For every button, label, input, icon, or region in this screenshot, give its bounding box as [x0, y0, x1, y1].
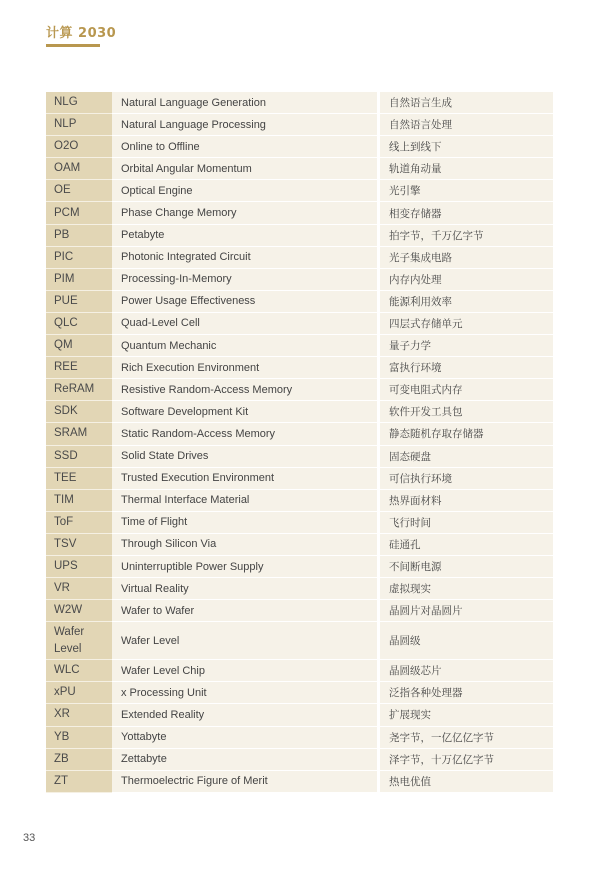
chinese-term-cell: 静态随机存取存储器 — [380, 423, 553, 445]
abbreviation-cell: OAM — [46, 158, 112, 180]
chinese-term-cell: 晶圆级 — [380, 622, 553, 660]
chinese-term-cell: 泛指各种处理器 — [380, 682, 553, 704]
table-row — [46, 600, 553, 622]
table-row — [46, 202, 553, 224]
english-term-cell: Wafer to Wafer — [112, 600, 377, 622]
table-row — [46, 291, 553, 313]
abbreviation-cell: QLC — [46, 313, 112, 335]
english-term-cell: Petabyte — [112, 225, 377, 247]
abbreviation-cell: NLG — [46, 92, 112, 114]
table-row — [46, 423, 553, 445]
chinese-term-cell: 量子力学 — [380, 335, 553, 357]
table-row — [46, 401, 553, 423]
table-row — [46, 269, 553, 291]
table-row — [46, 727, 553, 749]
abbreviation-cell: YB — [46, 727, 112, 749]
chinese-term-cell: 晶圆片对晶圆片 — [380, 600, 553, 622]
abbreviation-cell: SRAM — [46, 423, 112, 445]
chinese-term-cell: 扩展现实 — [380, 704, 553, 726]
chinese-term-cell: 虚拟现实 — [380, 578, 553, 600]
table-row — [46, 136, 553, 158]
abbreviation-cell: ReRAM — [46, 379, 112, 401]
chinese-term-cell: 飞行时间 — [380, 512, 553, 534]
chinese-term-cell: 可信执行环境 — [380, 468, 553, 490]
chinese-term-cell: 可变电阻式内存 — [380, 379, 553, 401]
abbreviation-cell: xPU — [46, 682, 112, 704]
english-term-cell: Thermoelectric Figure of Merit — [112, 771, 377, 793]
english-term-cell: Quad-Level Cell — [112, 313, 377, 335]
table-row — [46, 771, 553, 793]
table-row — [46, 114, 553, 136]
abbreviation-cell: VR — [46, 578, 112, 600]
english-term-cell: Power Usage Effectiveness — [112, 291, 377, 313]
english-term-cell: Online to Offline — [112, 136, 377, 158]
english-term-cell: Trusted Execution Environment — [112, 468, 377, 490]
abbreviation-cell: TIM — [46, 490, 112, 512]
table-row — [46, 158, 553, 180]
chinese-term-cell: 轨道角动量 — [380, 158, 553, 180]
chinese-term-cell: 相变存储器 — [380, 202, 553, 224]
table-row — [46, 357, 553, 379]
abbreviation-cell: TEE — [46, 468, 112, 490]
chinese-term-cell: 不间断电源 — [380, 556, 553, 578]
chinese-term-cell: 富执行环境 — [380, 357, 553, 379]
english-term-cell: Processing-In-Memory — [112, 269, 377, 291]
abbreviation-cell: ZT — [46, 771, 112, 793]
english-term-cell: Wafer Level — [112, 622, 377, 660]
chinese-term-cell: 拍字节，千万亿字节 — [380, 225, 553, 247]
abbreviation-cell: XR — [46, 704, 112, 726]
english-term-cell: Natural Language Generation — [112, 92, 377, 114]
abbreviation-cell: PIM — [46, 269, 112, 291]
chinese-term-cell: 自然语言处理 — [380, 114, 553, 136]
header-title: 计算 2030 — [46, 26, 117, 41]
english-term-cell: Extended Reality — [112, 704, 377, 726]
table-row — [46, 556, 553, 578]
english-term-cell: Optical Engine — [112, 180, 377, 202]
chinese-term-cell: 泽字节，十万亿亿字节 — [380, 749, 553, 771]
abbreviation-cell: QM — [46, 335, 112, 357]
abbreviation-cell: PUE — [46, 291, 112, 313]
table-row — [46, 468, 553, 490]
chinese-term-cell: 软件开发工具包 — [380, 401, 553, 423]
english-term-cell: Orbital Angular Momentum — [112, 158, 377, 180]
glossary-table — [46, 92, 553, 793]
page-number: 33 — [23, 832, 36, 844]
table-row — [46, 534, 553, 556]
table-row — [46, 247, 553, 269]
chinese-term-cell: 硅通孔 — [380, 534, 553, 556]
header-underline — [46, 44, 100, 47]
table-row — [46, 446, 553, 468]
table-row — [46, 180, 553, 202]
abbreviation-cell: SSD — [46, 446, 112, 468]
abbreviation-cell: UPS — [46, 556, 112, 578]
english-term-cell: Photonic Integrated Circuit — [112, 247, 377, 269]
english-term-cell: Thermal Interface Material — [112, 490, 377, 512]
english-term-cell: Through Silicon Via — [112, 534, 377, 556]
english-term-cell: Uninterruptible Power Supply — [112, 556, 377, 578]
table-row — [46, 92, 553, 114]
chinese-term-cell: 能源利用效率 — [380, 291, 553, 313]
table-row — [46, 704, 553, 726]
abbreviation-cell: NLP — [46, 114, 112, 136]
english-term-cell: Quantum Mechanic — [112, 335, 377, 357]
chinese-term-cell: 晶圆级芯片 — [380, 660, 553, 682]
chinese-term-cell: 光引擎 — [380, 180, 553, 202]
abbreviation-cell: O2O — [46, 136, 112, 158]
table-row — [46, 622, 553, 660]
table-row — [46, 379, 553, 401]
english-term-cell: Zettabyte — [112, 749, 377, 771]
table-row — [46, 660, 553, 682]
abbreviation-cell: W2W — [46, 600, 112, 622]
english-term-cell: Wafer Level Chip — [112, 660, 377, 682]
abbreviation-cell: ZB — [46, 749, 112, 771]
abbreviation-cell: OE — [46, 180, 112, 202]
chinese-term-cell: 尧字节，一亿亿亿字节 — [380, 727, 553, 749]
table-row — [46, 512, 553, 534]
english-term-cell: Time of Flight — [112, 512, 377, 534]
english-term-cell: Yottabyte — [112, 727, 377, 749]
chinese-term-cell: 光子集成电路 — [380, 247, 553, 269]
table-row — [46, 335, 553, 357]
chinese-term-cell: 热界面材料 — [380, 490, 553, 512]
table-row — [46, 313, 553, 335]
table-row — [46, 490, 553, 512]
english-term-cell: Solid State Drives — [112, 446, 377, 468]
table-row — [46, 682, 553, 704]
abbreviation-cell: WLC — [46, 660, 112, 682]
english-term-cell: Virtual Reality — [112, 578, 377, 600]
abbreviation-cell: SDK — [46, 401, 112, 423]
chinese-term-cell: 四层式存储单元 — [380, 313, 553, 335]
abbreviation-cell: Wafer Level — [46, 622, 112, 660]
table-row — [46, 578, 553, 600]
table-row — [46, 225, 553, 247]
abbreviation-cell: PIC — [46, 247, 112, 269]
abbreviation-cell: ToF — [46, 512, 112, 534]
chinese-term-cell: 热电优值 — [380, 771, 553, 793]
english-term-cell: Resistive Random-Access Memory — [112, 379, 377, 401]
english-term-cell: Software Development Kit — [112, 401, 377, 423]
chinese-term-cell: 自然语言生成 — [380, 92, 553, 114]
abbreviation-cell: PB — [46, 225, 112, 247]
abbreviation-cell: PCM — [46, 202, 112, 224]
chinese-term-cell: 内存内处理 — [380, 269, 553, 291]
english-term-cell: Phase Change Memory — [112, 202, 377, 224]
english-term-cell: Static Random-Access Memory — [112, 423, 377, 445]
english-term-cell: Rich Execution Environment — [112, 357, 377, 379]
chinese-term-cell: 线上到线下 — [380, 136, 553, 158]
english-term-cell: Natural Language Processing — [112, 114, 377, 136]
abbreviation-cell: TSV — [46, 534, 112, 556]
table-row — [46, 749, 553, 771]
chinese-term-cell: 固态硬盘 — [380, 446, 553, 468]
abbreviation-cell: REE — [46, 357, 112, 379]
english-term-cell: x Processing Unit — [112, 682, 377, 704]
